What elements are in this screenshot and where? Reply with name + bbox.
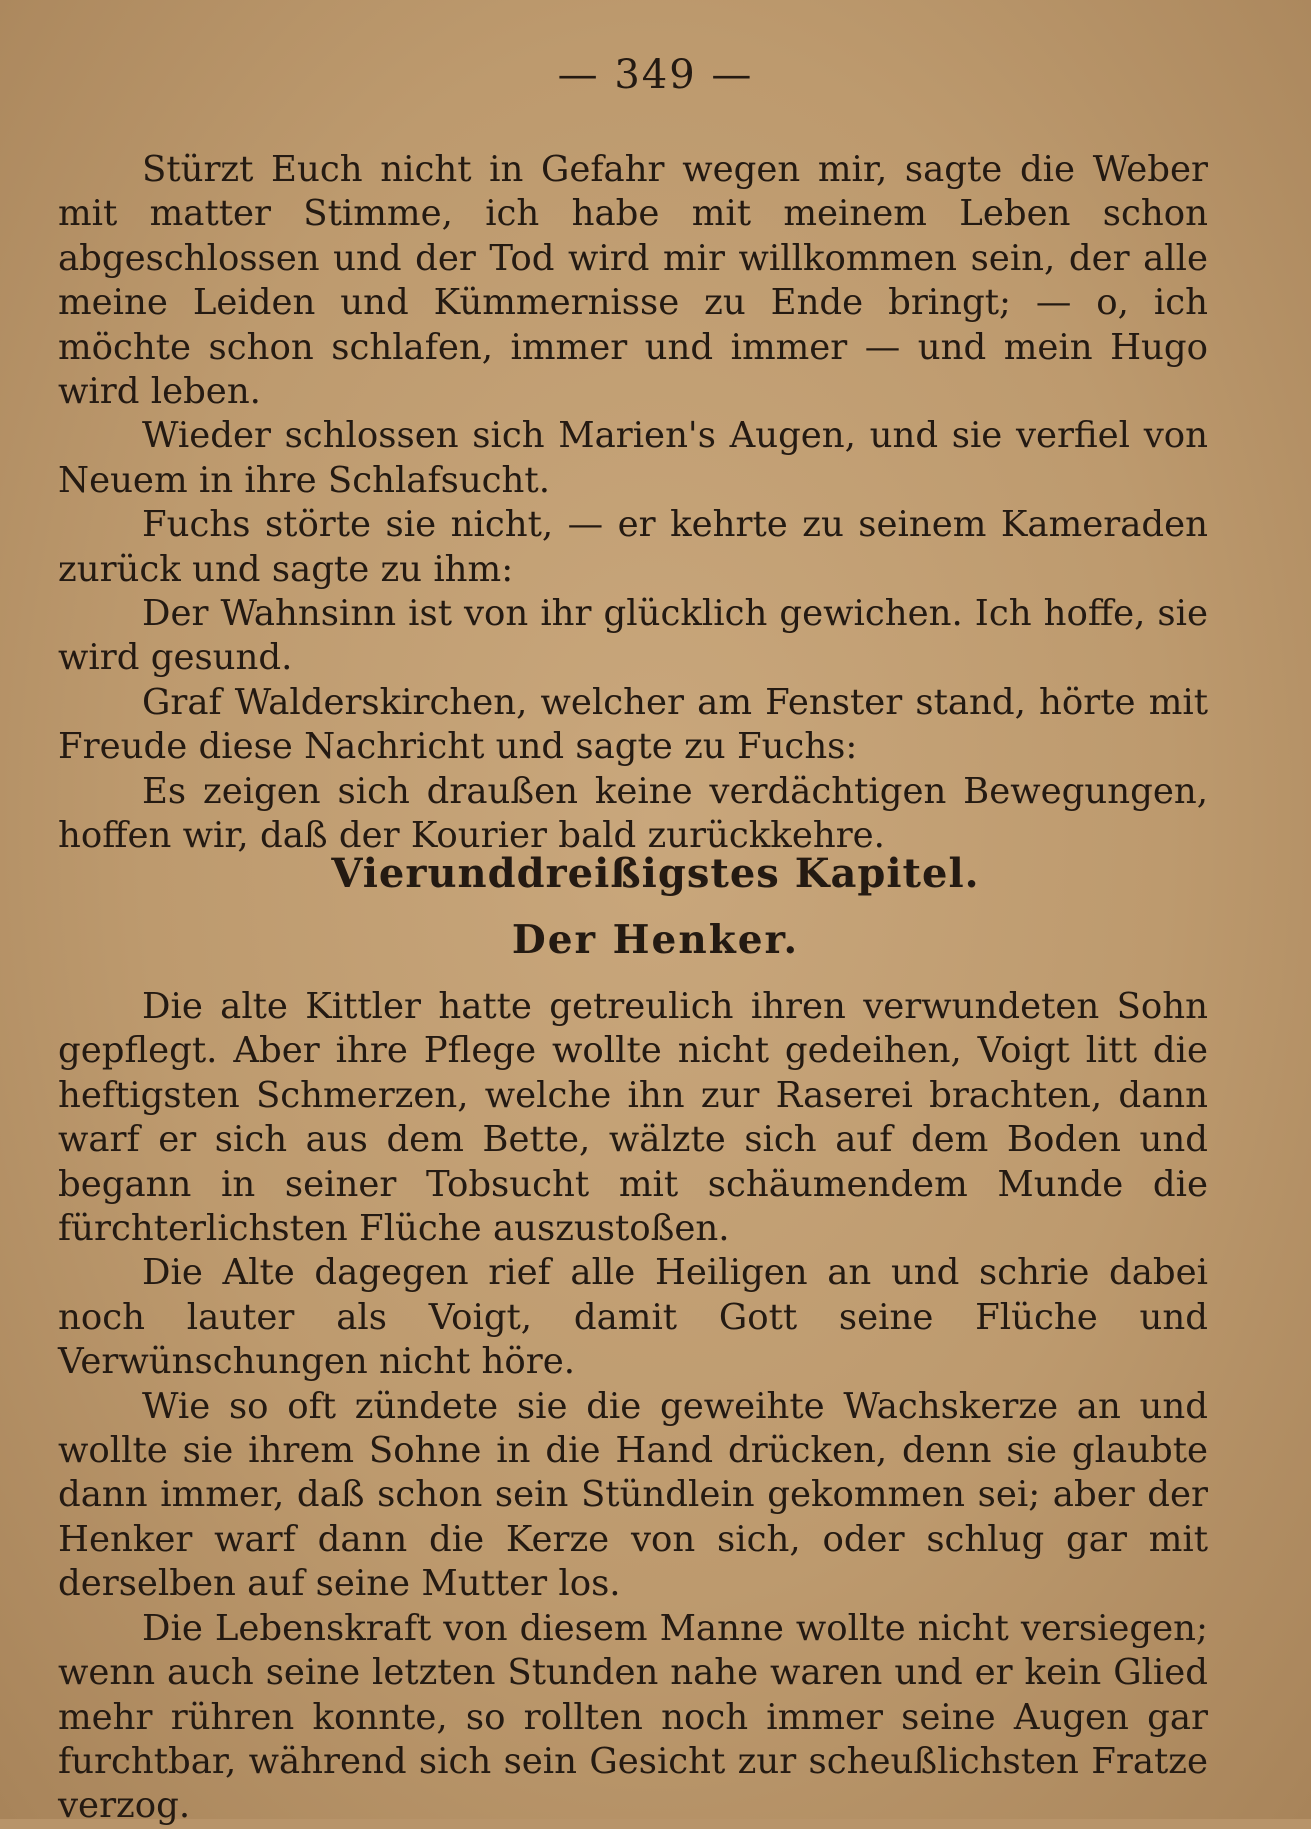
chapter-subtitle: Der Henker.	[511, 917, 800, 963]
paragraph: Die Lebenskraft von diesem Manne wollte nicht versiegen; wenn auch seine letzten Stunden nahe waren und er kein Glied mehr rühren konnte, so rollten noch immer seine Augen gar furchtbar, während sich sein Gesicht zur scheußlichsten Fratze verzog.	[58, 1607, 1208, 1827]
paragraph: Graf Walderskirchen, welcher am Fenster stand, hörte mit Freude diese Nachricht und sagte zu Fuchs:	[58, 681, 1208, 768]
paragraph: Es zeigen sich draußen keine verdächtigen Bewegungen, hoffen wir, daß der Kourier bald zurückkehre.	[58, 770, 1208, 857]
paragraph: Die Alte dagegen rief alle Heiligen an und schrie dabei noch lauter als Voigt, damit Gott seine Flüche und Verwünschungen nicht höre.	[58, 1252, 1208, 1383]
paragraph: Der Wahnsinn ist von ihr glücklich gewichen. Ich hoffe, sie wird gesund.	[58, 593, 1208, 679]
paragraph: Die alte Kittler hatte getreulich ihren verwundeten Sohn gepflegt. Aber ihre Pflege wollte nicht gedeihen, Voigt litt die heftigsten Schmerzen, welche ihn zur Raserei brachten, dann warf er sich aus dem Bette, wälzte sich auf dem Boden und begann in seiner Tobsucht mit schäumendem Munde die fürchterlichsten Flüche auszustoßen.	[58, 986, 1208, 1250]
bottom-text-block	[58, 985, 1208, 1829]
paragraph: Stürzt Euch nicht in Gefahr wegen mir, sagte die Weber mit matter Stimme, ich habe mit meinem Leben schon abgeschlossen und der Tod wird mir willkommen sein, der alle meine Leiden und Kümmernisse zu Ende bringt; — o, ich möchte schon schlafen, immer und immer — und mein Hugo wird leben.	[58, 149, 1208, 413]
paragraph: Wieder schlossen sich Marien's Augen, und sie verfiel von Neuem in ihre Schlafsucht.	[58, 415, 1208, 501]
paragraph: Wie so oft zündete sie die geweihte Wachskerze an und wollte sie ihrem Sohne in die Hand drücken, denn sie glaubte dann immer, daß schon sein Stündlein gekommen sei; aber der Henker warf dann die Kerze von sich, oder schlug gar mit derselben auf seine Mutter los.	[58, 1385, 1208, 1605]
page-number: — 349 —	[557, 52, 754, 98]
chapter-title: Vierunddreißigstes Kapitel.	[331, 850, 980, 897]
top-text-block	[58, 148, 1208, 859]
paragraph: Fuchs störte sie nicht, — er kehrte zu seinem Kameraden zurück und sagte zu ihm:	[58, 504, 1208, 590]
